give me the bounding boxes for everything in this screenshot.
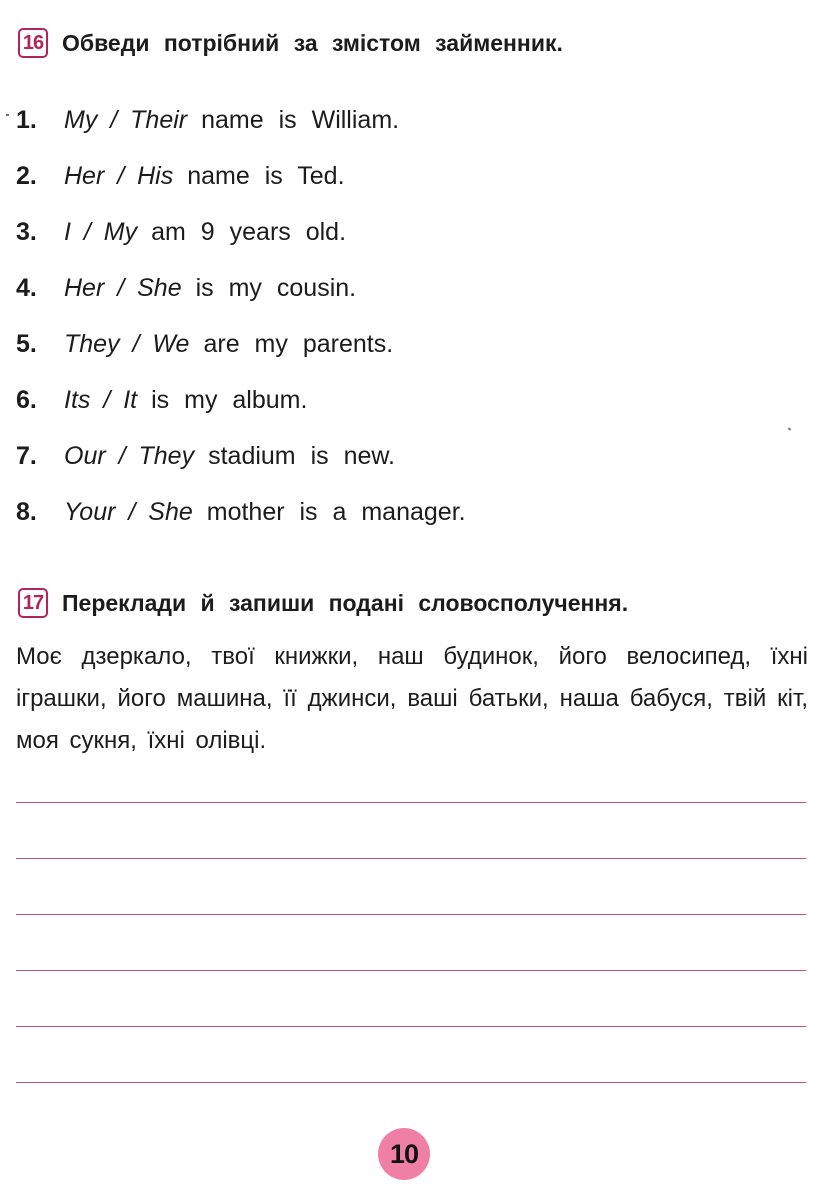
task-16-exercise-list xyxy=(16,92,466,540)
exercise-item-1 xyxy=(16,92,466,148)
sentence-rest: mother is a manager. xyxy=(206,497,466,526)
writing-line[interactable] xyxy=(16,858,806,859)
exercise-number: 1. xyxy=(16,105,37,134)
exercise-number: 8. xyxy=(16,497,37,526)
page-number-badge: 10 xyxy=(378,1128,430,1180)
exercise-item-8 xyxy=(16,484,466,540)
sentence-rest: is my cousin. xyxy=(195,273,357,302)
exercise-number: 4. xyxy=(16,273,37,302)
writing-line[interactable] xyxy=(16,914,806,915)
exercise-item-5 xyxy=(16,316,466,372)
sentence-rest: name is William. xyxy=(201,105,400,134)
task-16-title: Обведи потрібний за змістом займенник. xyxy=(62,29,563,56)
task-16-header xyxy=(18,28,563,58)
pronoun-choice[interactable]: Its / It xyxy=(64,385,138,414)
pronoun-choice[interactable]: Her / His xyxy=(64,161,174,190)
exercise-item-3 xyxy=(16,204,466,260)
sentence-rest: stadium is new. xyxy=(208,441,396,470)
task-16-number-badge: 16 xyxy=(18,28,48,58)
writing-line[interactable] xyxy=(16,970,806,971)
task-17-number-badge: 17 xyxy=(18,588,48,618)
sentence-rest: name is Ted. xyxy=(187,161,345,190)
pronoun-choice[interactable]: They / We xyxy=(64,329,190,358)
writing-line[interactable] xyxy=(16,802,806,803)
task-17-header xyxy=(18,588,628,618)
pronoun-choice[interactable]: My / Their xyxy=(64,105,188,134)
pronoun-choice[interactable]: I / My xyxy=(64,217,138,246)
exercise-item-4 xyxy=(16,260,466,316)
exercise-item-2 xyxy=(16,148,466,204)
scan-speck xyxy=(788,427,792,430)
translation-phrases: Моє дзеркало, твої книжки, наш будинок, його велосипед, їхні іграшки, його машина, її джинси, ваші батьки, наша бабуся, твій кіт, моя сукня, їхні олівці. xyxy=(16,643,808,754)
writing-line[interactable] xyxy=(16,1026,806,1027)
sentence-rest: are my parents. xyxy=(203,329,394,358)
exercise-item-6 xyxy=(16,372,466,428)
pronoun-choice[interactable]: Our / They xyxy=(64,441,195,470)
scan-speck xyxy=(6,114,9,116)
task-17-title: Переклади й запиши подані словосполучення. xyxy=(62,589,629,616)
sentence-rest: am 9 years old. xyxy=(151,217,347,246)
writing-line[interactable] xyxy=(16,1082,806,1083)
exercise-number: 5. xyxy=(16,329,37,358)
pronoun-choice[interactable]: Her / She xyxy=(64,273,182,302)
pronoun-choice[interactable]: Your / She xyxy=(64,497,193,526)
sentence-rest: is my album. xyxy=(151,385,308,414)
exercise-number: 6. xyxy=(16,385,37,414)
exercise-number: 2. xyxy=(16,161,37,190)
exercise-number: 7. xyxy=(16,441,37,470)
exercise-number: 3. xyxy=(16,217,37,246)
exercise-item-7 xyxy=(16,428,466,484)
